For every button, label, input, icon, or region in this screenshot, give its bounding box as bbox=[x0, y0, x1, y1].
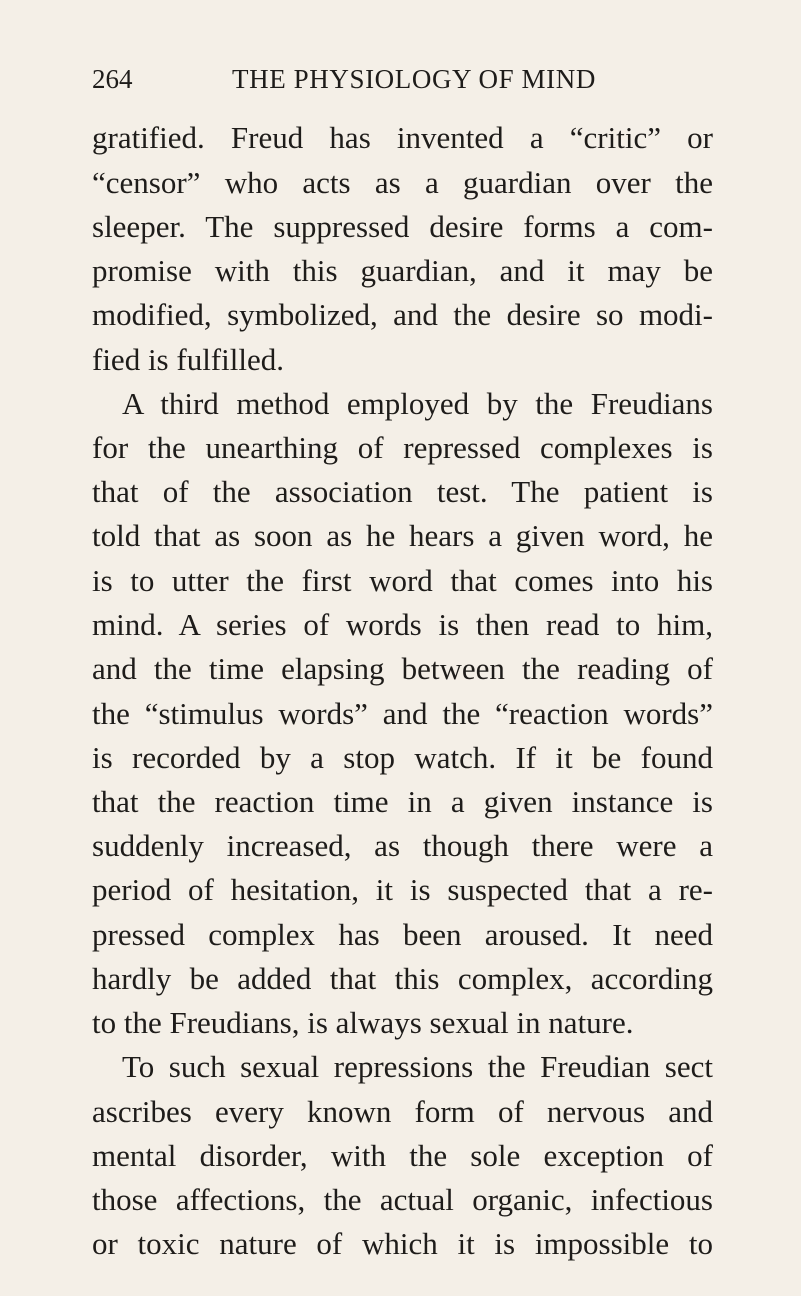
text-line: is recorded by a stop watch. If it be found bbox=[92, 740, 713, 775]
text-line: suddenly increased, as though there were a bbox=[92, 828, 713, 863]
text-line: the “stimulus words” and the “reaction words” bbox=[92, 696, 713, 731]
text-line: mental disorder, with the sole exception of bbox=[92, 1138, 713, 1173]
text-line: those affections, the actual organic, infectious bbox=[92, 1182, 713, 1217]
text-line: promise with this guardian, and it may be bbox=[92, 253, 713, 288]
running-head bbox=[92, 62, 713, 96]
text-line: period of hesitation, it is suspected that a re- bbox=[92, 872, 713, 907]
text-line: mind. A series of words is then read to him, bbox=[92, 607, 713, 642]
running-title: THE PHYSIOLOGY OF MIND bbox=[232, 64, 596, 94]
text-line: gratified. Freud has invented a “critic” or bbox=[92, 120, 713, 155]
text-line: sleeper. The suppressed desire forms a com- bbox=[92, 209, 713, 244]
paragraph-first-line: A third method employed by the Freudians bbox=[122, 386, 713, 421]
text-line: that the reaction time in a given instance is bbox=[92, 784, 713, 819]
text-line: modified, symbolized, and the desire so modi- bbox=[92, 297, 713, 332]
text-line: pressed complex has been aroused. It need bbox=[92, 917, 713, 952]
text-line: fied is fulfilled. bbox=[92, 342, 284, 377]
text-line: or toxic nature of which it is impossible to bbox=[92, 1226, 713, 1261]
text-line: to the Freudians, is always sexual in nature. bbox=[92, 1005, 634, 1040]
text-line: ascribes every known form of nervous and bbox=[92, 1094, 713, 1129]
page-number: 264 bbox=[92, 64, 133, 94]
text-line: that of the association test. The patient is bbox=[92, 474, 713, 509]
text-line: is to utter the first word that comes into his bbox=[92, 563, 713, 598]
text-line: and the time elapsing between the reading of bbox=[92, 651, 713, 686]
paragraph-first-line: To such sexual repressions the Freudian sect bbox=[122, 1049, 713, 1084]
text-line: “censor” who acts as a guardian over the bbox=[92, 165, 713, 200]
text-line: for the unearthing of repressed complexes is bbox=[92, 430, 713, 465]
text-line: told that as soon as he hears a given word, he bbox=[92, 518, 713, 553]
text-line: hardly be added that this complex, according bbox=[92, 961, 713, 996]
